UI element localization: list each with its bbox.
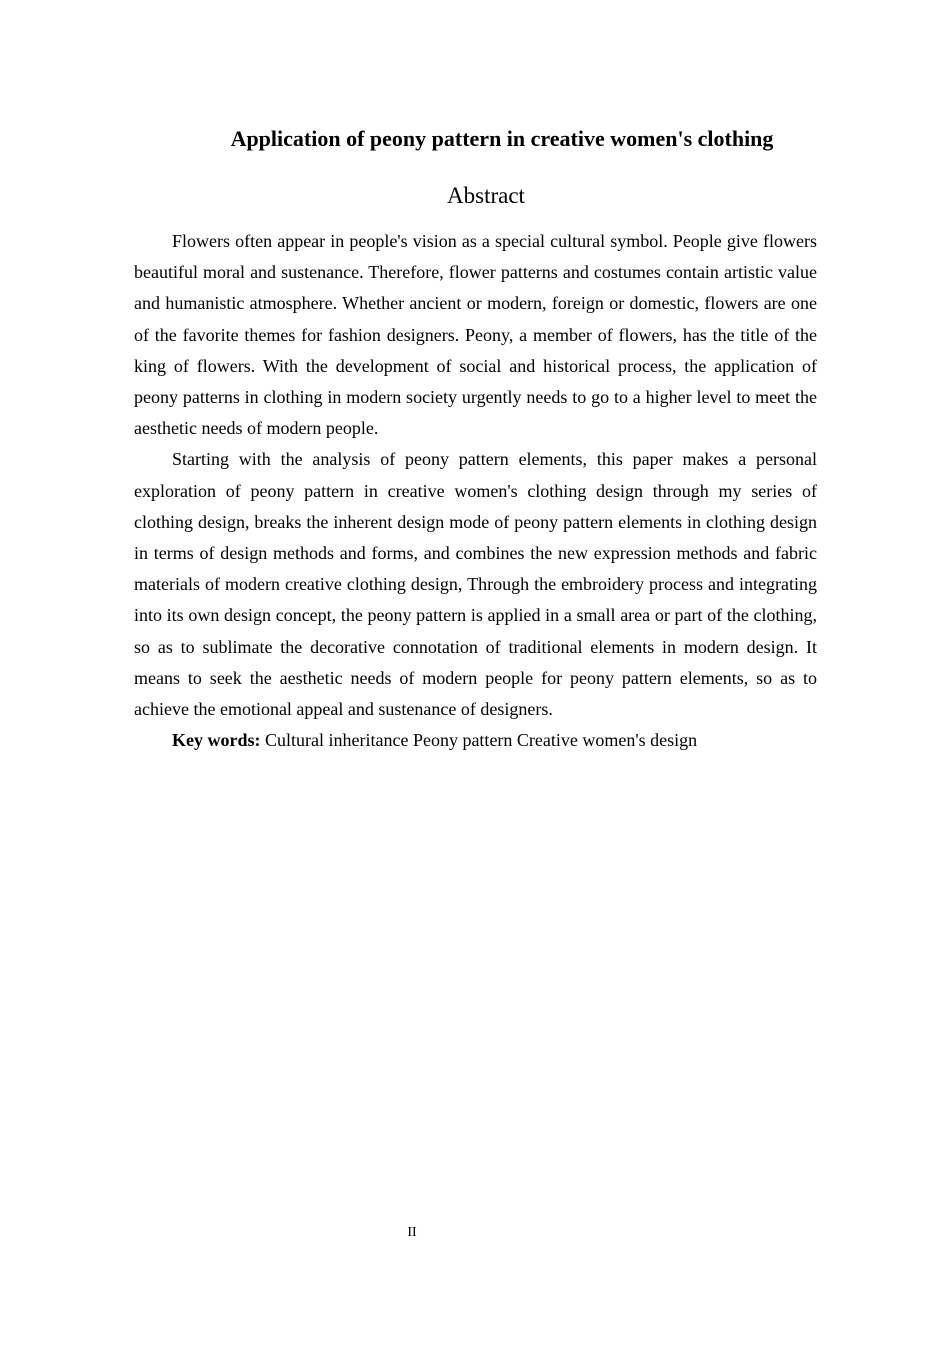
abstract-paragraph: Flowers often appear in people's vision as a special cultural symbol. People give flowers beautiful moral and sustenance. Therefore, flower patterns and costumes contain artistic value and humanistic atmosphere. Whether ancient or modern, foreign or domestic, flowers are one of the favorite themes for fashion designers. Peony, a member of flowers, has the title of the king of flowers. With the development of social and historical process, the application of peony patterns in clothing in modern society urgently needs to go to a higher level to meet the aesthetic needs of modern people. [134,231,817,439]
keywords-line [134,725,817,756]
keywords-value: Cultural inheritance Peony pattern Creative women's design [260,730,698,751]
page-number: II [407,1225,417,1240]
keywords-label: Key words: [172,730,261,751]
abstract-heading: Abstract [447,183,525,208]
paper-title: Application of peony pattern in creative women's clothing [230,126,774,151]
abstract-paragraph: Starting with the analysis of peony pattern elements, this paper makes a personal exploration of peony pattern in creative women's clothing design through my series of clothing design, breaks the inherent design mode of peony pattern elements in clothing design in terms of design methods and forms, and combines the new expression methods and fabric materials of modern creative clothing design, Through the embroidery process and integrating into its own design concept, the peony pattern is applied in a small area or part of the clothing, so as to sublimate the decorative connotation of traditional elements in modern design. It means to seek the aesthetic needs of modern people for peony pattern elements, so as to achieve the emotional appeal and sustenance of designers. [134,449,817,720]
abstract-body [134,226,817,756]
